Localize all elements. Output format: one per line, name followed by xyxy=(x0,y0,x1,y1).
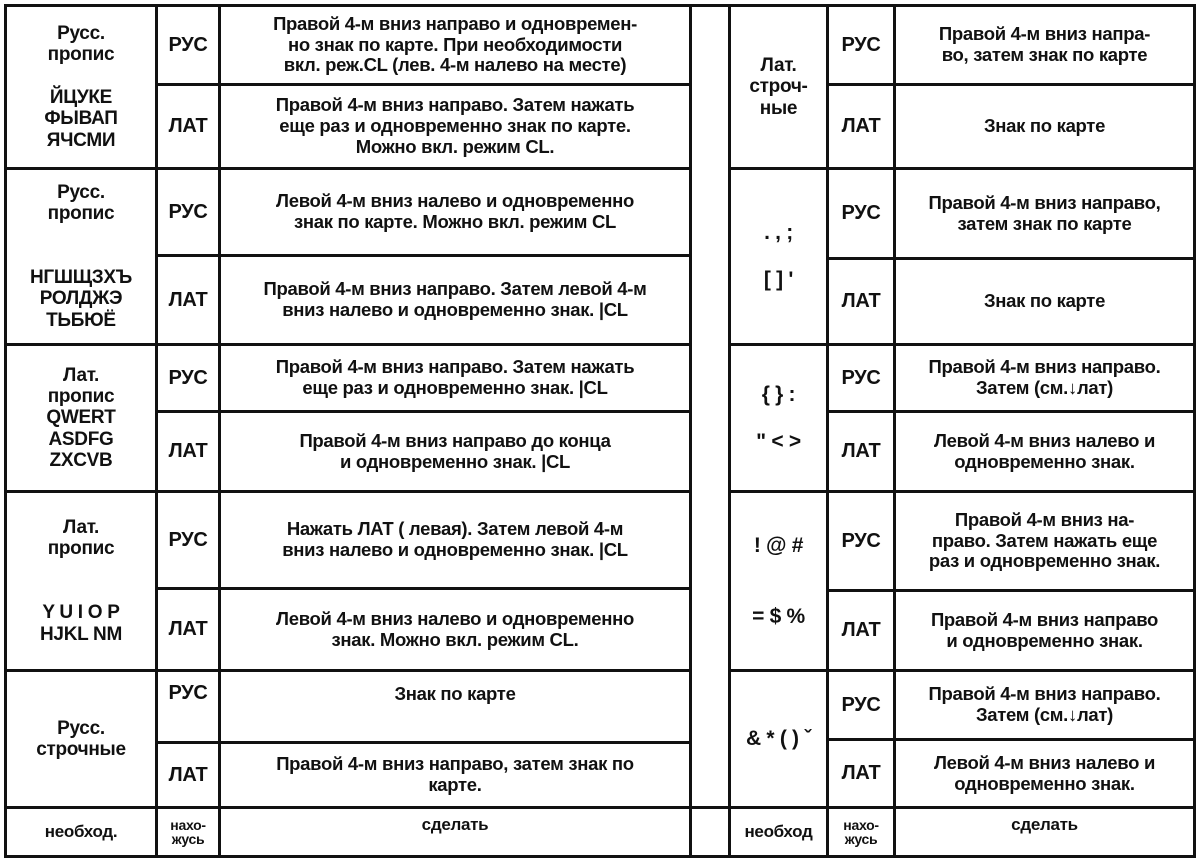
right-group-5-label: & * ( ) ˇ xyxy=(728,669,829,809)
left-group-3-label: Лат. пропис QWERT ASDFG ZXCVB xyxy=(4,343,158,493)
right-group-3-row-2-action: Левой 4-м вниз налево и одновременно знак. xyxy=(893,410,1196,493)
right-group-1-row-1-mode: РУС xyxy=(826,4,896,86)
left-group-2-label: Русс. пропис НГШЩЗХЪ РОЛДЖЭ ТЬБЮЁ xyxy=(4,167,158,346)
left-group-5-row-2-mode: ЛАТ xyxy=(155,741,221,809)
left-group-1-row-1-action: Правой 4-м вниз направо и одновремен- но знак по карте. При необходимости вкл. реж.CL (лев. 4-м налево на месте) xyxy=(218,4,692,86)
left-group-5-row-1-mode: РУС xyxy=(155,669,221,744)
right-footer-at: нахо- жусь xyxy=(826,806,896,858)
right-group-5-row-2-action: Левой 4-м вниз налево и одновременно знак. xyxy=(893,738,1196,809)
left-group-4-row-2-mode: ЛАТ xyxy=(155,587,221,672)
left-footer-at: нахо- жусь xyxy=(155,806,221,858)
right-group-4-row-2-mode: ЛАТ xyxy=(826,589,896,672)
left-group-2-row-2-mode: ЛАТ xyxy=(155,254,221,346)
left-group-1-row-2-mode: ЛАТ xyxy=(155,83,221,170)
left-group-3-row-2-mode: ЛАТ xyxy=(155,410,221,493)
right-group-1-row-2-mode: ЛАТ xyxy=(826,83,896,170)
right-group-2-row-2-action: Знак по карте xyxy=(893,257,1196,346)
left-group-4-label: Лат. пропис Y U I O P HJKL NM xyxy=(4,490,158,672)
right-group-3-row-2-mode: ЛАТ xyxy=(826,410,896,493)
left-group-1-row-1-mode: РУС xyxy=(155,4,221,86)
left-group-2-row-1-mode: РУС xyxy=(155,167,221,257)
left-group-4-row-1-mode: РУС xyxy=(155,490,221,590)
right-group-2-row-1-mode: РУС xyxy=(826,167,896,260)
left-group-3-row-1-action: Правой 4-м вниз направо. Затем нажать еще раз и одновременно знак. |CL xyxy=(218,343,692,413)
right-group-1-label: Лат. строч- ные xyxy=(728,4,829,170)
center-spacer-column xyxy=(689,4,731,809)
right-group-5-row-1-mode: РУС xyxy=(826,669,896,741)
right-footer-do: сделать xyxy=(893,806,1196,858)
left-footer-do: сделать xyxy=(218,806,692,858)
right-group-2-row-1-action: Правой 4-м вниз направо, затем знак по карте xyxy=(893,167,1196,260)
left-group-2-row-1-action: Левой 4-м вниз налево и одновременно знак по карте. Можно вкл. режим CL xyxy=(218,167,692,257)
right-group-3-row-1-mode: РУС xyxy=(826,343,896,413)
left-group-3-row-1-mode: РУС xyxy=(155,343,221,413)
right-group-4-label: ! @ # = $ % xyxy=(728,490,829,672)
right-group-4-row-1-mode: РУС xyxy=(826,490,896,592)
left-group-2-row-2-action: Правой 4-м вниз направо. Затем левой 4-м вниз налево и одновременно знак. |CL xyxy=(218,254,692,346)
left-group-4-row-2-action: Левой 4-м вниз налево и одновременно знак. Можно вкл. режим CL. xyxy=(218,587,692,672)
left-group-5-label: Русс. строчные xyxy=(4,669,158,809)
left-group-5-row-2-action: Правой 4-м вниз направо, затем знак по карте. xyxy=(218,741,692,809)
left-group-4-row-1-action: Нажать ЛАТ ( левая). Затем левой 4-м вниз налево и одновременно знак. |CL xyxy=(218,490,692,590)
center-spacer-footer xyxy=(689,806,731,858)
right-group-1-row-1-action: Правой 4-м вниз напра- во, затем знак по карте xyxy=(893,4,1196,86)
left-group-5-row-1-action: Знак по карте xyxy=(218,669,692,744)
right-footer-need: необход xyxy=(728,806,829,858)
right-group-5-row-1-action: Правой 4-м вниз направо. Затем (см.↓лат) xyxy=(893,669,1196,741)
right-group-3-row-1-action: Правой 4-м вниз направо. Затем (см.↓лат) xyxy=(893,343,1196,413)
right-group-2-label: . , ; [ ] ' xyxy=(728,167,829,346)
left-group-3-row-2-action: Правой 4-м вниз направо до конца и одновременно знак. |CL xyxy=(218,410,692,493)
right-group-3-label: { } : " < > xyxy=(728,343,829,493)
left-group-1-label: Русс. пропис ЙЦУКЕ ФЫВАП ЯЧСМИ xyxy=(4,4,158,170)
right-group-1-row-2-action: Знак по карте xyxy=(893,83,1196,170)
left-group-1-row-2-action: Правой 4-м вниз направо. Затем нажать еще раз и одновременно знак по карте. Можно вкл. режим CL. xyxy=(218,83,692,170)
right-group-4-row-1-action: Правой 4-м вниз на- право. Затем нажать еще раз и одновременно знак. xyxy=(893,490,1196,592)
right-group-5-row-2-mode: ЛАТ xyxy=(826,738,896,809)
right-group-4-row-2-action: Правой 4-м вниз направо и одновременно знак. xyxy=(893,589,1196,672)
right-group-2-row-2-mode: ЛАТ xyxy=(826,257,896,346)
left-footer-need: необход. xyxy=(4,806,158,858)
